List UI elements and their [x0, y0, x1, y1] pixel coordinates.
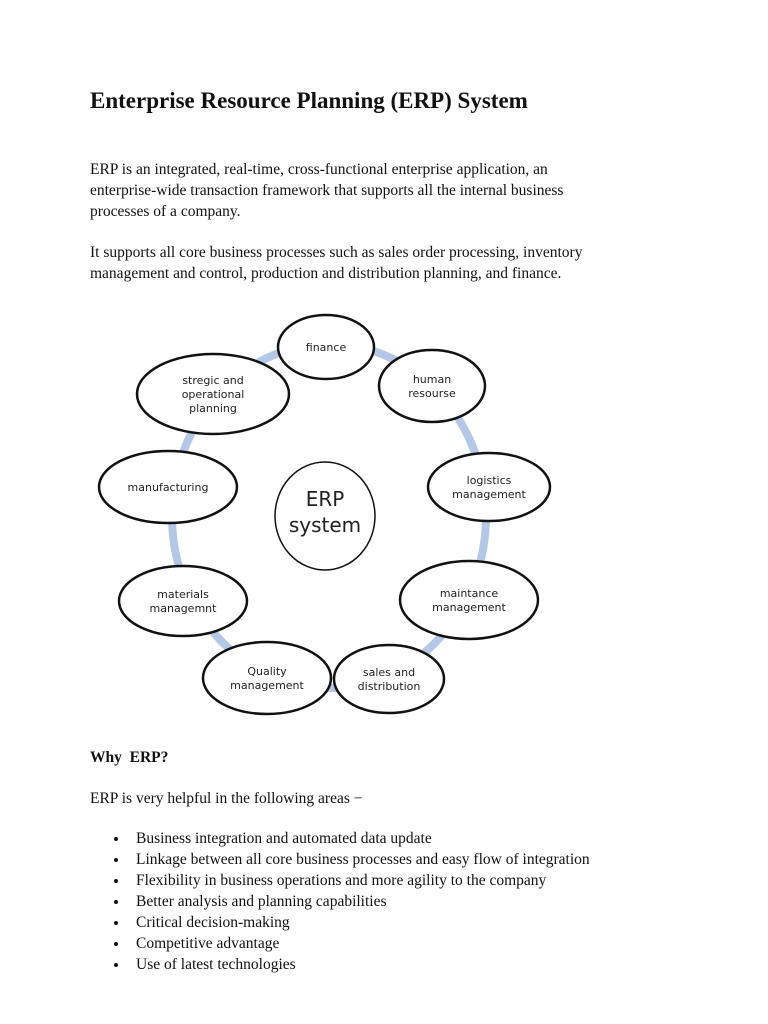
erp-diagram [0, 300, 768, 720]
list-item-text: Critical decision-making [136, 914, 290, 931]
list-item [90, 849, 590, 870]
list-item [90, 933, 590, 954]
erp-diagram-svg [0, 300, 768, 720]
erp-node-shape [400, 561, 538, 639]
why-erp-heading: Why ERP? [90, 749, 169, 766]
erp-node-label: human [412, 373, 452, 386]
paragraph-line: enterprise-wide transaction framework that supports all the internal business [90, 182, 564, 199]
erp-node [428, 453, 550, 521]
erp-node-label: planning [189, 402, 237, 415]
erp-node [203, 642, 331, 714]
erp-node-shape [379, 350, 485, 422]
erp-node [119, 566, 247, 636]
erp-node-shape [203, 642, 331, 714]
erp-node [334, 645, 444, 713]
list-item-text: Linkage between all core business processes and easy flow of integration [136, 851, 590, 868]
center-label: ERP [305, 487, 345, 511]
erp-node-label: sales and [362, 666, 416, 679]
benefit-list [90, 828, 590, 975]
erp-node-shape [119, 566, 247, 636]
erp-node-label: logistics [466, 474, 512, 487]
erp-node [99, 451, 237, 523]
erp-node-label: stregic and [182, 374, 244, 387]
bullet-icon [114, 858, 118, 862]
list-item-text: Competitive advantage [136, 935, 280, 952]
bullet-icon [114, 900, 118, 904]
bullet-icon [114, 963, 118, 967]
erp-node [379, 350, 485, 422]
erp-node-label: Quality [247, 665, 287, 678]
erp-center-node [275, 462, 375, 570]
list-item-text: Use of latest technologies [136, 956, 296, 973]
erp-node-label: operational [181, 388, 245, 401]
list-item-text: Business integration and automated data update [136, 830, 432, 847]
erp-node-label: materials [157, 588, 209, 601]
erp-node [278, 315, 374, 379]
list-item-text: Better analysis and planning capabilities [136, 893, 387, 910]
erp-node [137, 354, 289, 434]
erp-node-shape [428, 453, 550, 521]
list-item [90, 870, 590, 891]
erp-node-label: resourse [408, 387, 456, 400]
list-item [90, 954, 590, 975]
erp-node-label: management [432, 601, 506, 614]
bullet-icon [114, 942, 118, 946]
erp-node [400, 561, 538, 639]
erp-node-label: management [452, 488, 526, 501]
page-title: Enterprise Resource Planning (ERP) System [90, 88, 528, 113]
bullet-icon [114, 921, 118, 925]
bullet-icon [114, 879, 118, 883]
list-item [90, 891, 590, 912]
bullet-icon [114, 837, 118, 841]
center-label: system [288, 513, 362, 537]
core-processes-paragraph [90, 242, 690, 284]
intro-paragraph [90, 159, 690, 222]
list-item [90, 828, 590, 849]
list-item-text: Flexibility in business operations and more agility to the company [136, 872, 547, 889]
list-item [90, 912, 590, 933]
erp-node-label: finance [305, 341, 347, 354]
paragraph-line: management and control, production and distribution planning, and finance. [90, 265, 562, 282]
erp-node-shape [334, 645, 444, 713]
paragraph-line: ERP is an integrated, real-time, cross-functional enterprise application, an [90, 161, 548, 178]
why-erp-intro: ERP is very helpful in the following areas − [90, 790, 363, 807]
erp-node-label: distribution [357, 680, 421, 693]
erp-node-label: managemnt [149, 602, 217, 615]
paragraph-line: It supports all core business processes such as sales order processing, inventory [90, 244, 583, 261]
erp-node-label: manufacturing [127, 481, 209, 494]
paragraph-line: processes of a company. [90, 203, 241, 220]
erp-node-label: maintance [439, 587, 499, 600]
erp-node-label: management [230, 679, 304, 692]
